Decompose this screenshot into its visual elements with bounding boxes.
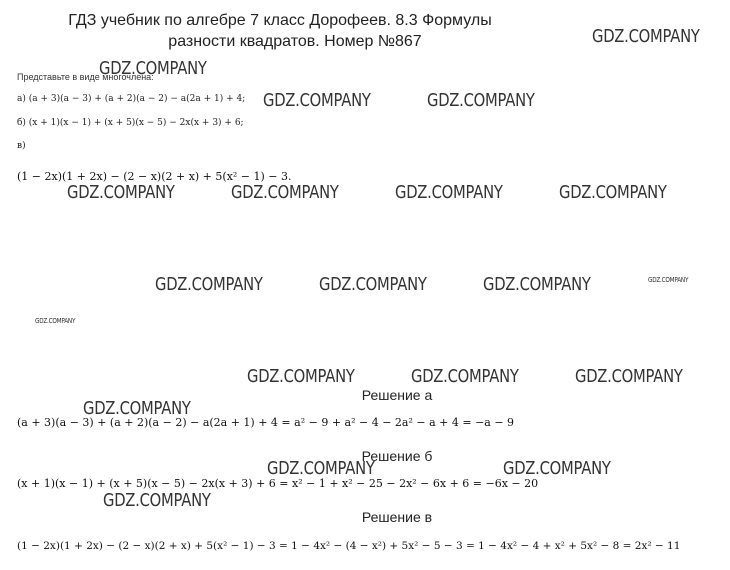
watermark: GDZ.COMPANY: [99, 58, 207, 79]
solution-a-text: (a + 3)(a − 3) + (a + 2)(a − 2) − a(2a + 1) + 4 = a² − 9 + a² − 4 − 2a² − a + 4 = −a − 9: [17, 416, 515, 429]
watermark: GDZ.COMPANY: [319, 274, 427, 295]
watermark: GDZ.COMPANY: [648, 276, 689, 284]
watermark: GDZ.COMPANY: [592, 26, 700, 47]
title-line-2: разности квадратов. Номер №867: [168, 33, 422, 50]
watermark: GDZ.COMPANY: [411, 366, 519, 387]
solution-a-heading: Решение а: [361, 387, 433, 403]
solution-v-heading: Решение в: [361, 509, 433, 525]
watermark: GDZ.COMPANY: [103, 490, 211, 511]
watermark: GDZ.COMPANY: [267, 458, 375, 479]
task-a: а) (a + 3)(a − 3) + (a + 2)(a − 2) − a(2a + 1) + 4;: [17, 94, 246, 104]
watermark: GDZ.COMPANY: [155, 274, 263, 295]
watermark: GDZ.COMPANY: [503, 458, 611, 479]
task-v-label: в): [17, 141, 26, 151]
task-v-expression: (1 − 2x)(1 + 2x) − (2 − x)(2 + x) + 5(x² − 1) − 3.: [17, 170, 292, 183]
watermark: GDZ.COMPANY: [83, 398, 191, 419]
watermark: GDZ.COMPANY: [559, 182, 667, 203]
watermark: GDZ.COMPANY: [395, 182, 503, 203]
solution-b-heading: Решение б: [361, 448, 433, 464]
watermark: GDZ.COMPANY: [263, 90, 371, 111]
watermark: GDZ.COMPANY: [427, 90, 535, 111]
task-prompt: Представьте в виде многочлена:: [17, 72, 154, 82]
watermark: GDZ.COMPANY: [247, 366, 355, 387]
page-title: [40, 10, 520, 52]
watermark: GDZ.COMPANY: [67, 182, 175, 203]
solution-v-text: (1 − 2x)(1 + 2x) − (2 − x)(2 + x) + 5(x² − 1) − 3 = 1 − 4x² − (4 − x²) + 5x² − 5 − 3 = 1 − 4x² − 4 + x² + 5x² − 8 = 2x² − 11: [17, 540, 681, 552]
watermark: GDZ.COMPANY: [483, 274, 591, 295]
watermark: GDZ.COMPANY: [231, 182, 339, 203]
task-b: б) (x + 1)(x − 1) + (x + 5)(x − 5) − 2x(x + 3) + 6;: [17, 118, 244, 128]
watermark: GDZ.COMPANY: [575, 366, 683, 387]
watermark: GDZ.COMPANY: [35, 317, 76, 325]
solution-b-text: (x + 1)(x − 1) + (x + 5)(x − 5) − 2x(x + 3) + 6 = x² − 1 + x² − 25 − 2x² − 6x + 6 = −6x − 20: [17, 477, 539, 490]
title-line-1: ГДЗ учебник по алгебре 7 класс Дорофеев. 8.3 Формулы: [68, 12, 492, 29]
